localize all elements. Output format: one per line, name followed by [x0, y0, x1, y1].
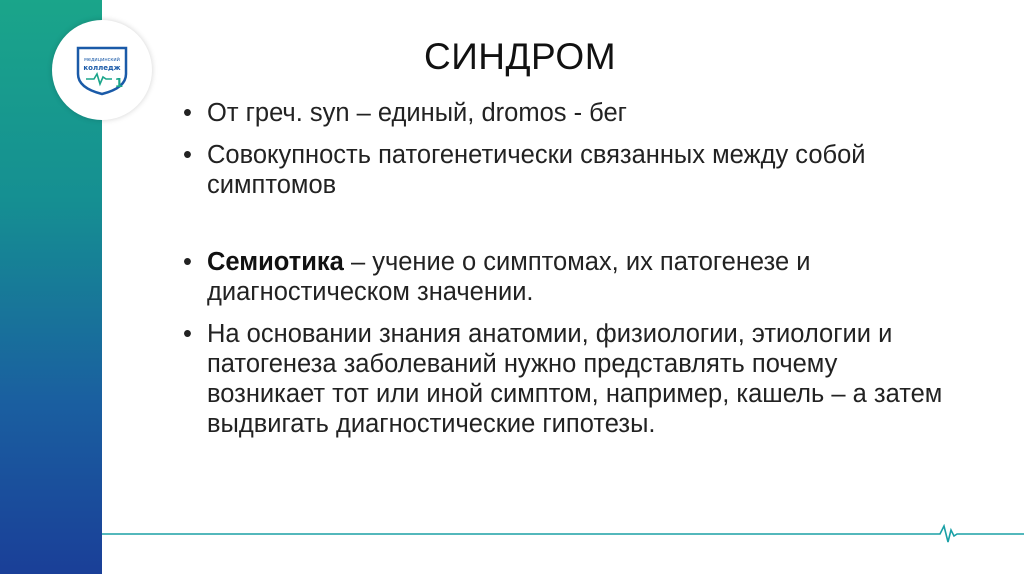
- bullet-item: [183, 140, 943, 200]
- bullet-marker: •: [183, 141, 192, 169]
- bullet-item: [183, 247, 943, 307]
- bullet-list: [183, 98, 943, 439]
- bullet-marker: •: [183, 320, 192, 348]
- bullet-marker: •: [183, 99, 192, 127]
- bullet-text: На основании знания анатомии, физиологии, этиологии и патогенеза заболеваний нужно представлять почему возникает тот или иной симптом, например, кашель – а затем выдвигать диагностические гипотезы.: [207, 320, 943, 438]
- logo-line1: медицинский: [84, 57, 120, 63]
- bullet-text: – учение о симптомах, их патогенезе и диагностическом значении.: [207, 248, 811, 306]
- logo-badge: [52, 20, 152, 120]
- bullet-text: От греч. syn – единый, dromos - бег: [207, 99, 627, 127]
- bullet-item: [183, 98, 943, 128]
- logo-number: 1: [114, 76, 124, 90]
- bullet-term: Семиотика: [207, 248, 344, 276]
- bullet-text: Совокупность патогенетически связанных между собой симптомов: [207, 141, 866, 199]
- medical-college-logo-icon: [72, 44, 132, 96]
- heartbeat-divider-line: [102, 524, 1024, 564]
- bullet-marker: •: [183, 248, 192, 276]
- bullet-item: [183, 319, 943, 439]
- logo-line2: колледж: [83, 64, 121, 72]
- page-title: СИНДРОМ: [423, 36, 617, 77]
